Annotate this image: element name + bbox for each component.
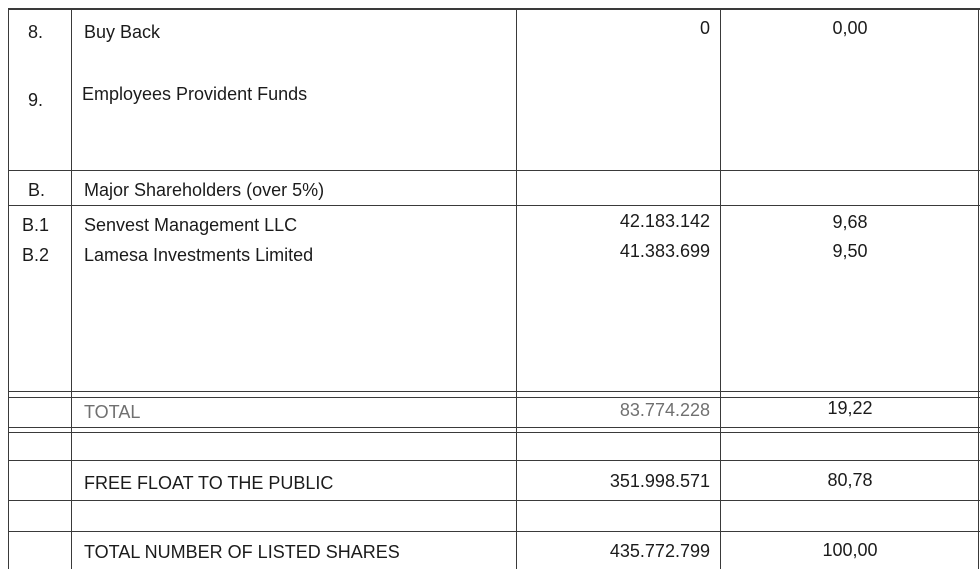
listed-shares-value: 435.772.799 bbox=[609, 541, 710, 561]
percent-value: 0,00 bbox=[832, 18, 868, 38]
row-number: B. bbox=[28, 180, 46, 200]
free-float-percent: 80,78 bbox=[827, 470, 873, 490]
row-divider bbox=[8, 460, 980, 461]
row-divider bbox=[8, 170, 980, 171]
row-number: 8. bbox=[28, 22, 44, 42]
table-top-border bbox=[8, 8, 980, 10]
percent-value: 9,68 bbox=[832, 212, 868, 232]
shareholder-name: Lamesa Investments Limited bbox=[84, 245, 314, 265]
total-percent: 19,22 bbox=[827, 398, 873, 418]
listed-shares-percent: 100,00 bbox=[822, 540, 878, 560]
row-number: B.1 bbox=[22, 215, 50, 235]
shares-value: 41.383.699 bbox=[619, 241, 710, 261]
free-float-label: FREE FLOAT TO THE PUBLIC bbox=[84, 473, 334, 493]
row-label: Employees Provident Funds bbox=[82, 84, 308, 104]
percent-value: 9,50 bbox=[832, 241, 868, 261]
row-divider bbox=[8, 531, 980, 532]
shares-value: 42.183.142 bbox=[619, 211, 710, 231]
shareholder-name: Senvest Management LLC bbox=[84, 215, 298, 235]
row-divider bbox=[8, 500, 980, 501]
row-label: Buy Back bbox=[84, 22, 161, 42]
free-float-shares: 351.998.571 bbox=[609, 471, 710, 491]
listed-shares-label: TOTAL NUMBER OF LISTED SHARES bbox=[84, 542, 400, 562]
total-label: TOTAL bbox=[84, 402, 141, 422]
row-divider bbox=[8, 427, 980, 428]
row-divider bbox=[8, 432, 980, 433]
section-heading: Major Shareholders (over 5%) bbox=[84, 180, 325, 200]
column-divider bbox=[516, 8, 517, 569]
row-number: B.2 bbox=[22, 245, 50, 265]
shares-value: 0 bbox=[699, 18, 710, 38]
row-divider bbox=[8, 391, 980, 392]
column-divider bbox=[8, 8, 9, 569]
total-shares: 83.774.228 bbox=[619, 400, 710, 420]
row-number: 9. bbox=[28, 90, 44, 110]
column-divider bbox=[71, 8, 72, 569]
row-divider bbox=[8, 205, 980, 206]
